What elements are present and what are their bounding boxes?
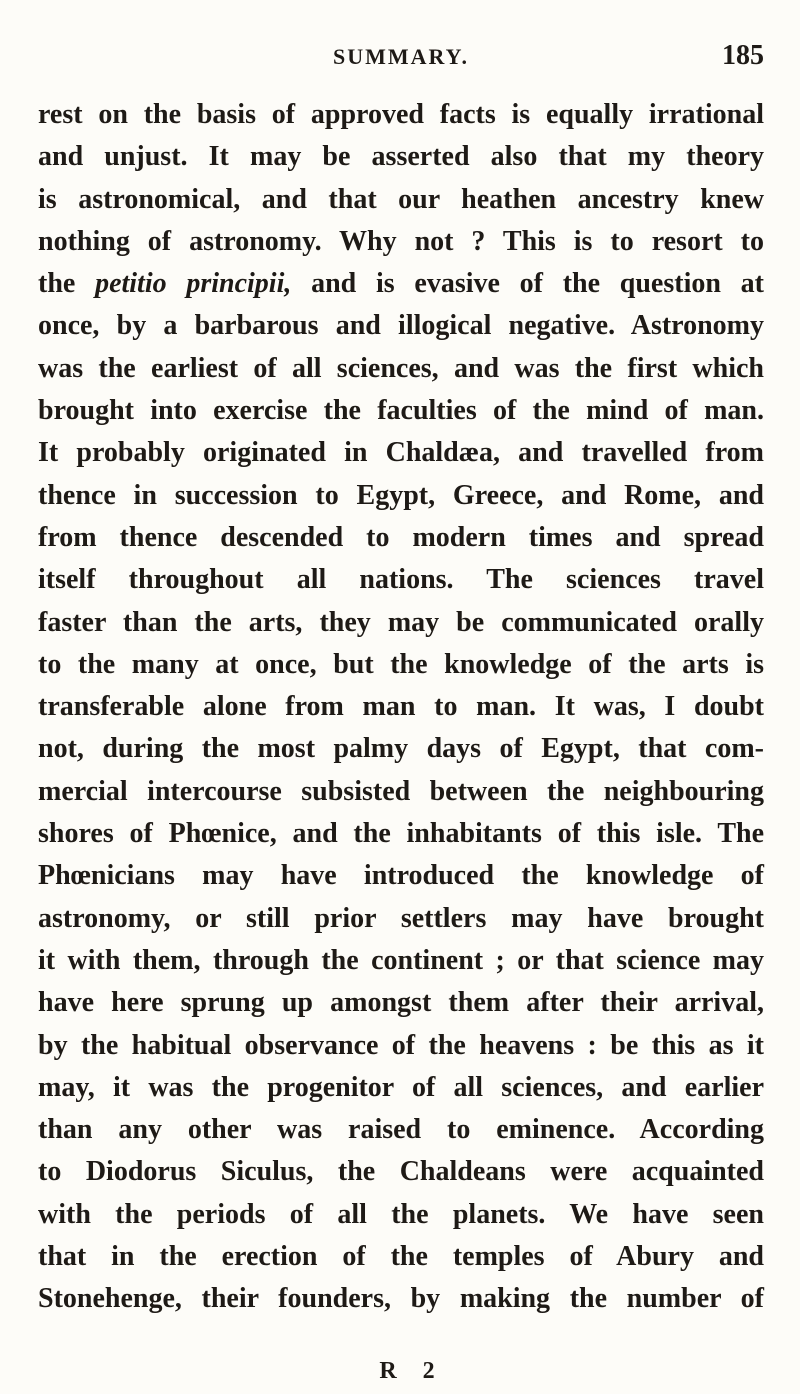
text-line: mercial intercourse subsisted between the neighbouring (38, 775, 764, 807)
text-line: with the periods of all the planets. We have seen (38, 1198, 764, 1230)
text-line: by the habitual observance of the heavens : be this as it (38, 1029, 764, 1061)
text-line: brought into exercise the faculties of the mind of man. (38, 395, 764, 427)
text-line: transferable alone from man to man. It was, I doubt (38, 691, 764, 723)
signature-mark: R 2 (379, 1358, 445, 1384)
text-line: shores of Phœnice, and the inhabitants of this isle. The (38, 818, 764, 850)
text-line: it with them, through the continent ; or that science may (38, 944, 764, 976)
text-line: faster than the arts, they may be communicated orally (38, 606, 764, 638)
text-line: not, during the most palmy days of Egypt, that com- (38, 733, 764, 765)
text-line: once, by a barbarous and illogical negative. Astronomy (38, 310, 764, 342)
text-run: the (38, 268, 96, 300)
text-line: than any other was raised to eminence. According (38, 1114, 764, 1146)
text-line: that in the erection of the temples of Abury and (38, 1241, 764, 1273)
running-head (38, 40, 764, 74)
text-line: rest on the basis of approved facts is equally irrational (38, 99, 764, 130)
text-line (38, 263, 764, 305)
text-line: Phœnicians may have introduced the knowledge of (38, 860, 764, 892)
text-line: thence in succession to Egypt, Greece, and Rome, and (38, 479, 764, 511)
text-line: and unjust. It may be asserted also that my theory (38, 141, 764, 173)
body-text (38, 94, 764, 1321)
text-line: nothing of astronomy. Why not ? This is to resort to (38, 225, 764, 257)
text-line: Stonehenge, their founders, by making the number of (38, 1283, 764, 1315)
text-run: and is evasive of the question at (291, 268, 764, 300)
text-line: to Diodorus Siculus, the Chaldeans were acquainted (38, 1156, 764, 1188)
text-line: have here sprung up amongst them after their arrival, (38, 987, 764, 1019)
text-line: may, it was the progenitor of all sciences, and earlier (38, 1071, 764, 1103)
text-line: astronomy, or still prior settlers may have brought (38, 902, 764, 934)
page-number: 185 (722, 40, 764, 71)
latin-phrase: petitio principii, (95, 268, 292, 300)
running-title: SUMMARY. (332, 44, 470, 69)
text-line: from thence descended to modern times and spread (38, 521, 764, 553)
text-line: to the many at once, but the knowledge of the arts is (38, 648, 764, 680)
text-line: itself throughout all nations. The sciences travel (38, 564, 764, 596)
text-line: It probably originated in Chaldæa, and travelled from (38, 437, 764, 469)
text-line: was the earliest of all sciences, and was the first which (38, 352, 764, 384)
text-line: is astronomical, and that our heathen ancestry knew (38, 183, 764, 215)
